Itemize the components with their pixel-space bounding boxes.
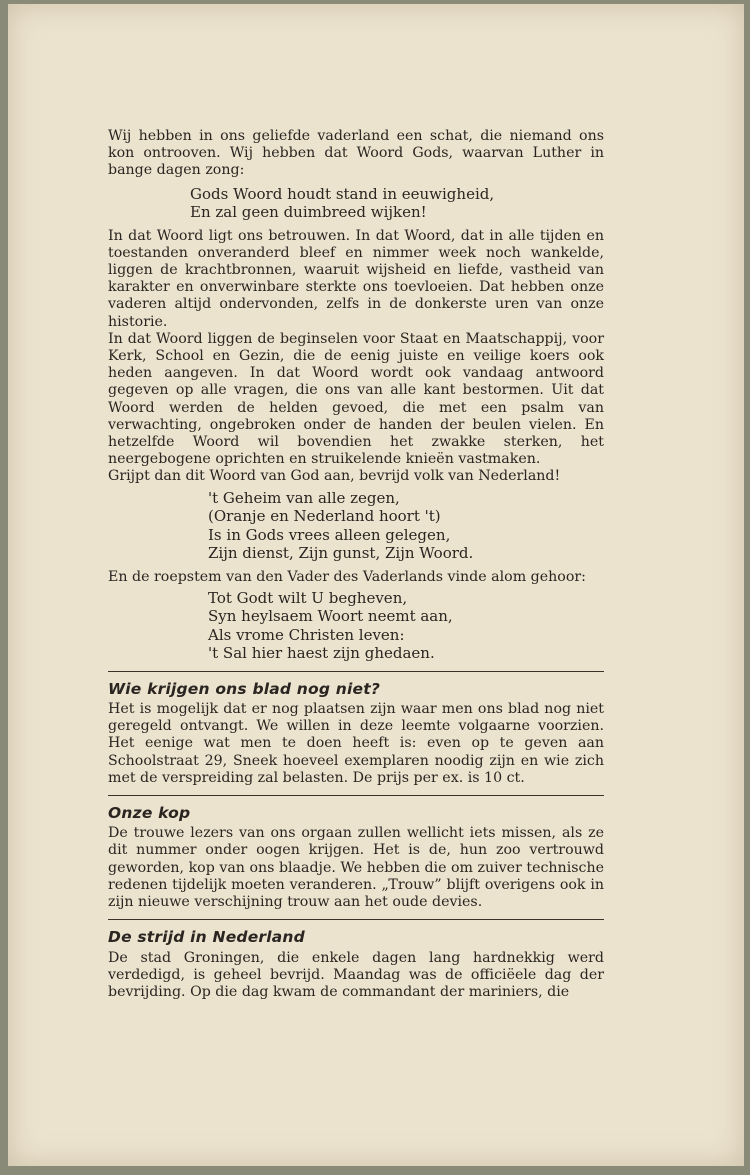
- section-body: De stad Groningen, die enkele dagen lang hardnekkig werd verdedigd, is geheel bevrijd. Maandag was de officiëele dag der bevrijding. Op die dag kwam de commandant der mariniers, die: [108, 949, 604, 1000]
- body-paragraph: In dat Woord ligt ons betrouwen. In dat Woord, dat in alle tijden en toestanden onveranderd bleef en nimmer week noch wankelde, liggen de krachtbronnen, waaruit wijsheid en liefde, vastheid van karakter en onverwinbare sterkte ons toevloeien. Dat hebben onze vaderen altijd ondervonden, zelfs in de donkerste uren van onze historie.: [108, 227, 604, 330]
- section-heading: Onze kop: [108, 804, 191, 823]
- article-column: [108, 128, 604, 1001]
- section-body: Het is mogelijk dat er nog plaatsen zijn waar men ons blad nog niet geregeld ontvangt. We willen in deze leemte volgaarne voorzien. Het eenige wat men te doen heeft is: even op te geven aan Schoolstraat 29, Sneek hoeveel exemplaren noodig zijn en wie zich met de verspreiding zal belasten. De prijs per ex. is 10 ct.: [108, 701, 604, 786]
- verse-line: En zal geen duimbreed wijken!: [190, 203, 427, 222]
- section-heading: De strijd in Nederland: [108, 928, 305, 947]
- intro-paragraph: Wij hebben in ons geliefde vaderland een schat, die niemand ons kon ontrooven. Wij hebben dat Woord Gods, waarvan Luther in bange dagen zong:: [108, 128, 604, 179]
- body-paragraph: In dat Woord liggen de beginselen voor Staat en Maatschappij, voor Kerk, School en Gezin, die de eenig juiste en veilige koers ook heden aangeven. In dat Woord wordt ook vandaag antwoord gegeven op alle vragen, die ons van alle kant bestormen. Uit dat Woord werden de helden gevoed, die met een psalm van verwachting, ongebroken onder de handen der beulen vielen. En hetzelfde Woord wil bovendien het zwakke sterken, het neergebogene oprichten en struikelende knieën vastmaken.: [108, 330, 604, 468]
- verse-line: 't Sal hier haest zijn ghedaen.: [208, 644, 435, 663]
- newspaper-page: [8, 4, 744, 1166]
- body-paragraph: Grijpt dan dit Woord van God aan, bevrijd volk van Nederland!: [108, 468, 561, 485]
- body-paragraph: En de roepstem van den Vader des Vaderlands vinde alom gehoor:: [108, 568, 586, 585]
- verse-line: Is in Gods vrees alleen gelegen,: [208, 525, 451, 544]
- verse-line: (Oranje en Nederland hoort 't): [208, 507, 441, 526]
- verse-wilhelmus: [108, 589, 604, 663]
- verse-line: Als vrome Christen leven:: [208, 625, 405, 644]
- section-divider: [108, 671, 604, 672]
- verse-line: Gods Woord houdt stand in eeuwigheid,: [190, 184, 495, 203]
- verse-line: Tot Godt wilt U begheven,: [208, 588, 408, 607]
- verse-line: Syn heylsaem Woort neemt aan,: [208, 607, 453, 626]
- verse-line: 't Geheim van alle zegen,: [208, 488, 400, 507]
- section-heading: Wie krijgen ons blad nog niet?: [108, 679, 381, 698]
- section-divider: [108, 795, 604, 796]
- verse-oranje: [108, 489, 604, 563]
- section-divider: [108, 919, 604, 920]
- verse-line: Zijn dienst, Zijn gunst, Zijn Woord.: [208, 544, 474, 563]
- verse-luther: [108, 185, 604, 222]
- section-body: De trouwe lezers van ons orgaan zullen wellicht iets missen, als ze dit nummer onder oogen krijgen. Het is de, hun zoo vertrouwd geworden, kop van ons blaadje. We hebben die om zuiver technische redenen tijdelijk moeten veranderen. „Trouw” blijft overigens ook in zijn nieuwe verschijning trouw aan het oude devies.: [108, 825, 604, 911]
